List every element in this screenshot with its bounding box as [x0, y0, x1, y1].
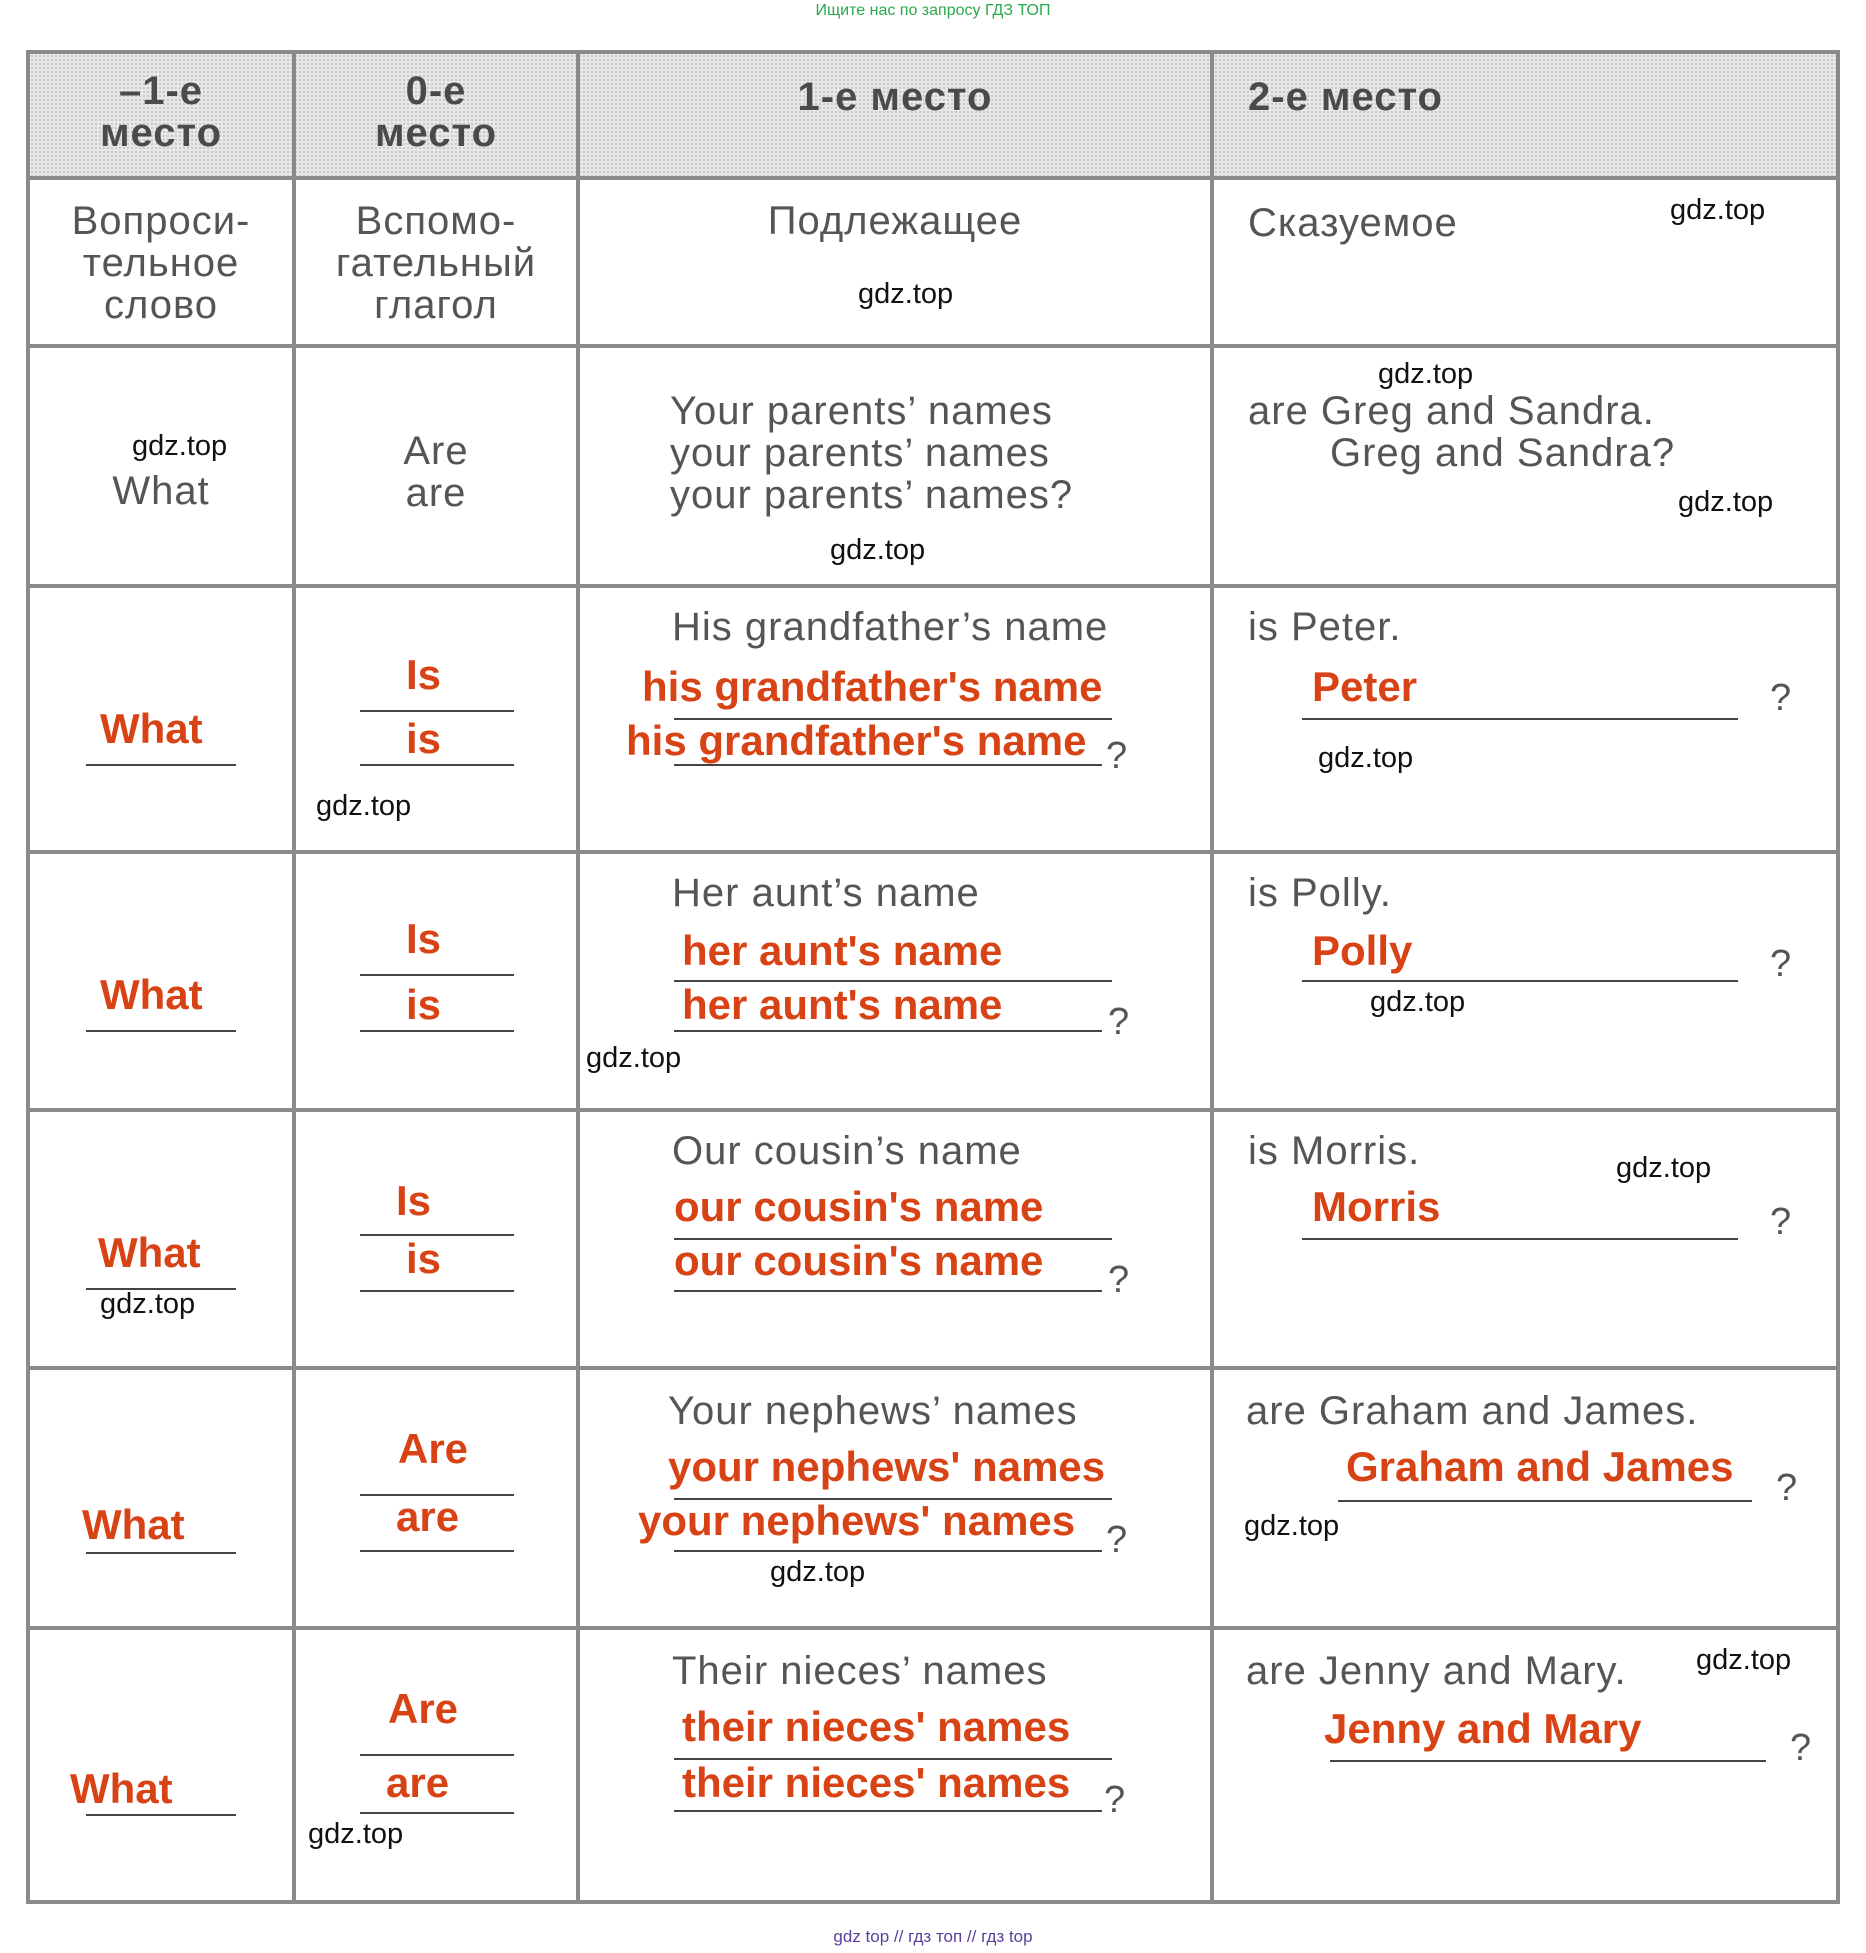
- answer-line: [86, 1814, 236, 1816]
- row-divider: [30, 584, 1836, 588]
- answer-line: [360, 710, 514, 712]
- top-banner: Ищите нас по запросу ГДЗ ТОП: [815, 2, 1051, 19]
- row-predicate: are Graham and James.: [1246, 1389, 1699, 1433]
- answer-subject-1: their nieces' names: [682, 1703, 1071, 1750]
- answer-line: [360, 974, 514, 976]
- row-divider: [30, 176, 1836, 180]
- row-subject: Her aunt’s name: [672, 871, 980, 915]
- question-mark: ?: [1770, 1201, 1792, 1243]
- answer-subject-2: his grandfather's name: [626, 717, 1087, 764]
- question-mark: ?: [1108, 1259, 1130, 1301]
- question-mark: ?: [1104, 1779, 1126, 1821]
- label-question-word: Вопроси- тельное слово: [71, 199, 251, 327]
- answer-line: [674, 764, 1102, 766]
- row-predicate: is Morris.: [1248, 1129, 1421, 1173]
- example-aux-upper: Are: [403, 429, 469, 473]
- answer-aux-lower: is: [406, 1235, 442, 1282]
- answer-line: [674, 1550, 1102, 1552]
- example-predicate-2: Greg and Sandra?: [1330, 431, 1676, 475]
- question-mark: ?: [1790, 1727, 1812, 1769]
- answer-subject-1: our cousin's name: [674, 1183, 1044, 1230]
- row-subject: Your nephews’ names: [668, 1389, 1078, 1433]
- row-divider: [30, 1108, 1836, 1112]
- col-divider: [576, 54, 580, 1900]
- row-divider: [30, 1366, 1836, 1370]
- answer-wh: What: [100, 971, 203, 1018]
- answer-subject-1: your nephews' names: [668, 1443, 1106, 1490]
- bottom-banner: gdz top // гдз топ // гдз top: [833, 1927, 1033, 1946]
- label-predicate: Сказуемое: [1248, 201, 1458, 245]
- answer-line: [360, 1290, 514, 1292]
- answer-predicate: Graham and James: [1346, 1443, 1734, 1490]
- answer-line: [1330, 1760, 1766, 1762]
- answer-wh: What: [70, 1765, 173, 1812]
- answer-aux-upper: Are: [388, 1685, 459, 1732]
- watermark: gdz.top: [1670, 194, 1766, 226]
- example-subject-1: Your parents’ names: [670, 389, 1053, 433]
- answer-subject-2: their nieces' names: [682, 1759, 1071, 1806]
- header-col-1: 1-е место: [797, 75, 993, 119]
- watermark: gdz.top: [1678, 486, 1774, 518]
- answer-line: [1302, 718, 1738, 720]
- answer-line: [674, 1810, 1102, 1812]
- answer-predicate: Peter: [1312, 663, 1418, 710]
- watermark: gdz.top: [858, 278, 954, 310]
- col-divider: [1210, 54, 1214, 1900]
- row-divider: [30, 344, 1836, 348]
- answer-aux-lower: is: [406, 715, 442, 762]
- answer-line: [86, 1552, 236, 1554]
- row-divider: [30, 1626, 1836, 1630]
- row-predicate: is Peter.: [1248, 605, 1402, 649]
- label-subject: Подлежащее: [767, 199, 1023, 243]
- answer-line: [360, 1550, 514, 1552]
- question-mark: ?: [1106, 735, 1128, 777]
- example-predicate-1: are Greg and Sandra.: [1248, 389, 1655, 433]
- answer-subject-2: your nephews' names: [638, 1497, 1076, 1544]
- answer-subject-2: her aunt's name: [682, 981, 1003, 1028]
- watermark: gdz.top: [316, 790, 412, 822]
- row-predicate: are Jenny and Mary.: [1246, 1649, 1627, 1693]
- example-subject-3: your parents’ names?: [670, 473, 1074, 517]
- row-subject: His grandfather’s name: [672, 605, 1109, 649]
- answer-aux-lower: is: [406, 981, 442, 1028]
- answer-subject-2: our cousin's name: [674, 1237, 1044, 1284]
- answer-aux-upper: Are: [398, 1425, 469, 1472]
- question-mark: ?: [1106, 1519, 1128, 1561]
- answer-line: [674, 1290, 1102, 1292]
- answer-wh: What: [98, 1229, 201, 1276]
- answer-predicate: Polly: [1312, 927, 1413, 974]
- watermark: gdz.top: [1378, 358, 1474, 390]
- col-divider: [292, 54, 296, 1900]
- answer-aux-lower: are: [386, 1759, 450, 1806]
- answer-subject-1: his grandfather's name: [642, 663, 1103, 710]
- watermark: gdz.top: [1696, 1644, 1792, 1676]
- label-aux-verb: Вспомо- гательный глагол: [335, 199, 537, 327]
- header-col-2: 2-е место: [1248, 75, 1443, 119]
- answer-predicate: Morris: [1312, 1183, 1441, 1230]
- answer-line: [86, 764, 236, 766]
- question-mark: ?: [1776, 1467, 1798, 1509]
- answer-line: [360, 1812, 514, 1814]
- watermark: gdz.top: [770, 1556, 866, 1588]
- answer-wh: What: [100, 705, 203, 752]
- example-aux-lower: are: [405, 471, 467, 515]
- answer-aux-upper: Is: [396, 1177, 432, 1224]
- watermark: gdz.top: [1244, 1510, 1340, 1542]
- answer-aux-lower: are: [396, 1493, 460, 1540]
- answer-line: [1338, 1500, 1752, 1502]
- watermark: gdz.top: [1318, 742, 1414, 774]
- question-mark: ?: [1108, 1001, 1130, 1043]
- watermark: gdz.top: [132, 430, 228, 462]
- answer-wh: What: [82, 1501, 185, 1548]
- watermark: gdz.top: [586, 1042, 682, 1074]
- row-subject: Our cousin’s name: [672, 1129, 1022, 1173]
- watermark: gdz.top: [1616, 1152, 1712, 1184]
- answer-aux-upper: Is: [406, 651, 442, 698]
- answer-line: [1302, 1238, 1738, 1240]
- example-wh: What: [112, 469, 210, 513]
- row-subject: Their nieces’ names: [672, 1649, 1048, 1693]
- watermark: gdz.top: [100, 1288, 196, 1320]
- answer-line: [360, 1754, 514, 1756]
- answer-line: [674, 1030, 1102, 1032]
- question-mark: ?: [1770, 677, 1792, 719]
- answer-line: [1302, 980, 1738, 982]
- answer-line: [360, 764, 514, 766]
- sentence-table: [26, 50, 1840, 1904]
- watermark: gdz.top: [308, 1818, 404, 1850]
- answer-line: [86, 1030, 236, 1032]
- header-col-minus1: –1-е место: [99, 69, 223, 155]
- answer-predicate: Jenny and Mary: [1324, 1705, 1642, 1752]
- row-predicate: is Polly.: [1248, 871, 1392, 915]
- watermark: gdz.top: [1370, 986, 1466, 1018]
- answer-aux-upper: Is: [406, 915, 442, 962]
- answer-line: [360, 1030, 514, 1032]
- example-subject-2: your parents’ names: [670, 431, 1050, 475]
- question-mark: ?: [1770, 943, 1792, 985]
- header-col-0: 0-е место: [374, 69, 498, 155]
- row-divider: [30, 850, 1836, 854]
- watermark: gdz.top: [830, 534, 926, 566]
- answer-subject-1: her aunt's name: [682, 927, 1003, 974]
